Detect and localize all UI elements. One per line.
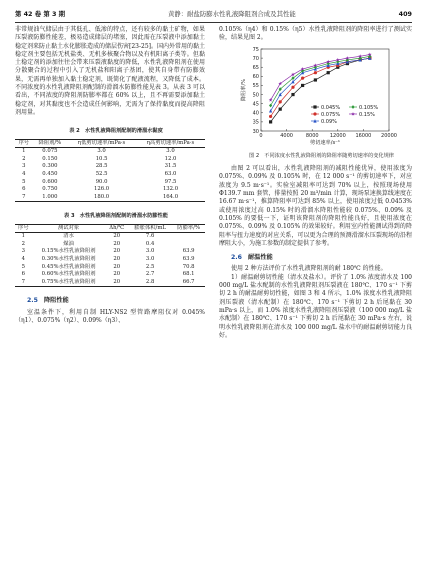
table2-cell: 97.5: [164, 178, 177, 185]
table3-header: 序号: [18, 224, 29, 231]
x-tick-label: 20000: [381, 132, 397, 139]
table2-cell: 0.075: [42, 148, 58, 155]
data-point: [269, 114, 272, 117]
data-point: [313, 112, 316, 115]
x-tick-label: 8000: [305, 132, 319, 139]
table3-header: Δh/℃: [109, 224, 125, 231]
table2-cell: 0.600: [42, 178, 58, 185]
table2-row: [15, 194, 205, 202]
table3-cell: 4: [21, 255, 26, 262]
table3-cell: 7.6: [145, 233, 155, 240]
data-point: [351, 112, 355, 116]
paragraph-drag-reduction-intro: 室温条件下，利用自制 HLY-NS2 型管路摩阻仪对 0.045%（η1）、0.075%（η2）、0.09%（η3）、: [15, 308, 205, 324]
table3-cell: 清水: [63, 233, 74, 240]
table2-cell: 3.0: [166, 148, 175, 155]
y-tick-label: 60: [252, 73, 259, 80]
table2-cell: 164.0: [162, 193, 179, 200]
table2-cell: 0.750: [42, 186, 58, 193]
y-tick-label: 55: [252, 82, 259, 89]
data-point: [269, 98, 273, 102]
table3-cell: 2: [21, 240, 26, 247]
table3-cell: 煤油: [63, 240, 74, 247]
right-column: [219, 26, 412, 340]
table2-cell: 10.5: [95, 155, 108, 162]
data-point: [301, 76, 304, 79]
paragraph-figure-2-analysis: 由图 2 可以看出，水性乳液降阻剂的减阻性能优异，使用浓度为 0.075%、0.09% 及 0.105% 时，在 12 000 s⁻¹ 的剪切速率下，对应浓度为 9.5 m·s⁻¹。实验室减阻率可达到 70% 以上，按照现场使用 Φ139.7 mm 套管，排量按照 20 m³/min 计算，现场泵速换算线速度在 16.67 m·s⁻¹，推算降阻率可达到 85% 以上，使用浓度过低 0.0453% 或使用浓度过高 0.15% 时的滑溜水降阻性能较 0.075%、0.09% 及 0.105% 的要低一下，证明该降阻剂的降阻性能良好，且使用浓度在 0.075%、0.09% 及 0.105% 的效果较好。利用室内性能测试得到的降阻率与扭力速度的对应关系，可以更为合理的预测滑溜水压裂现场的沿程摩阻大小，为施工参数的制定提供了参考。: [219, 165, 412, 247]
drag-reduction-chart: [219, 43, 412, 153]
table2-cell: 4: [22, 170, 26, 177]
table3-cell: 20: [113, 240, 121, 247]
data-point: [269, 120, 272, 123]
x-tick-label: 0: [259, 132, 263, 139]
table3-cell: 63.9: [182, 255, 195, 262]
section-2-5-heading: [15, 297, 205, 305]
data-point: [314, 78, 317, 81]
table3-cell: 20: [113, 248, 121, 255]
table2-cell: 63.0: [164, 170, 177, 177]
section-number: 2.6: [231, 254, 242, 262]
data-point: [301, 83, 304, 86]
table2-cell: 180.0: [94, 193, 110, 200]
table3-cell: 3: [21, 248, 26, 255]
table3-cell: 20: [113, 255, 121, 262]
table2-row: [15, 163, 205, 171]
table2-cell: 1.000: [42, 193, 58, 200]
paragraph-continued: 0.105%（η4）和 0.15%（η5）水性乳液降阻剂的降阻率进行了测试实验，结果见图 2。: [219, 26, 412, 42]
legend-label: 0.105%: [359, 104, 379, 111]
table2-row: [15, 171, 205, 179]
table3-cell: 63.9: [182, 248, 195, 255]
legend-label: 0.15%: [359, 111, 375, 118]
section-title: 降阻性能: [43, 297, 69, 305]
y-axis-label: 降阻率/%: [241, 78, 247, 101]
table2-cell: 90.0: [95, 178, 108, 185]
table3: [15, 224, 205, 288]
table2-cell: 31.5: [164, 163, 177, 170]
figure-2-chart: [219, 43, 412, 153]
x-tick-label: 16000: [355, 132, 372, 139]
legend-label: 0.09%: [321, 118, 337, 125]
table3-cell: 6: [21, 271, 26, 278]
table3-row: [15, 233, 205, 241]
table3-cell: [172, 233, 205, 241]
table2-cell: 52.5: [95, 170, 108, 177]
series-line: [271, 56, 370, 105]
table3-row: [15, 248, 205, 256]
paragraph-temperature-intro: 使用 2 种方法评价了水性乳液降阻剂的耐 180℃ 的性能。: [231, 265, 387, 273]
y-tick-label: 75: [252, 46, 259, 53]
header-rule: [15, 22, 412, 23]
y-tick-label: 30: [252, 128, 259, 135]
table3-cell: 20: [113, 263, 121, 270]
table2-row: [15, 148, 205, 156]
table3-cell: 70.8: [182, 263, 195, 270]
data-point: [351, 105, 354, 109]
table3-cell: 0.45%水性乳液降阻剂: [41, 263, 96, 270]
table2-cell: 3: [22, 163, 26, 170]
table2-cell: 7: [22, 193, 26, 200]
table3-cell: 5: [21, 263, 26, 270]
table3-cell: 20: [113, 271, 121, 278]
table3-cell: [172, 241, 205, 249]
table3-cell: 20: [113, 278, 121, 285]
table3-header: 测试对象: [58, 224, 80, 231]
y-tick-label: 45: [252, 101, 259, 108]
table3-cell: 0.60%水性乳液降阻剂: [41, 271, 96, 278]
data-point: [314, 71, 317, 74]
table2-cell: 0.150: [42, 155, 58, 162]
x-tick-label: 4000: [280, 132, 293, 139]
table3-header: 防膨率/%: [177, 224, 200, 231]
table3-row: [15, 279, 205, 287]
table3-cell: 1: [21, 233, 26, 240]
table2-row: [15, 156, 205, 164]
table3-cell: 0.30%水性乳液降阻剂: [41, 255, 96, 262]
legend-label: 0.045%: [321, 104, 341, 111]
article-running-title: 黄静：耐盐防膨水性乳液降阻剂合成及其性能: [167, 10, 296, 18]
table2-cell: 126.0: [94, 186, 110, 193]
table3-row: [15, 271, 205, 279]
data-point: [313, 105, 316, 108]
figure-2-caption: 图 2 不同浓度水性乳液降阻剂的降阻率随剪切速率的变化规律: [248, 152, 394, 159]
data-point: [279, 107, 282, 110]
data-point: [278, 81, 282, 85]
table2: [15, 139, 205, 203]
data-point: [279, 100, 282, 103]
table3-cell: 0.75%水性乳液降阻剂: [41, 278, 96, 285]
section-title: 耐温性能: [247, 254, 273, 262]
table2-cell: 6: [22, 186, 26, 193]
table3-header-row: [15, 224, 205, 233]
data-point: [327, 71, 330, 74]
table2-header: η低剪切速率/mPa·s: [77, 139, 126, 146]
y-tick-label: 50: [252, 91, 259, 98]
table2-cell: 3.0: [97, 148, 106, 155]
table3-header: 膨胀体积/mL: [134, 224, 166, 231]
data-point: [291, 85, 294, 88]
table2-header: 降阻剂/%: [38, 139, 62, 146]
table3-row: [15, 256, 205, 264]
x-tick-label: 12000: [329, 132, 346, 139]
table3-cell: 0.15%水性乳液降阻剂: [41, 248, 96, 255]
table2-cell: 2: [22, 155, 26, 162]
volume-issue: 第 42 卷 第 3 期: [15, 10, 66, 18]
section-2-6-heading: [219, 254, 412, 262]
paragraph-temperature-shear: 1）耐温耐剪切性能（清水及盐水）。评价了 1.0% 浓度清水及 100 000 mg/L 盐水配制的水性乳液降阻剂压裂液在 180℃、170 s⁻¹ 下剪切 2 h 的耐温耐剪切性能，如图 3 和 4 所示，1.0% 浓度水性乳液降阻剂压裂液（清水配制）在 180℃、170 s⁻¹ 下剪切 2 h 后尾黏在 30 mPa·s 以上，而 1.0% 浓度水性乳液降阻剂压裂液（100 000 mg/L 盐水配制）在 180℃、170 s⁻¹ 下剪切 2 h 后尾黏在 30 mPa·s 左右，说明水性乳液降阻剂在清水及 100 000 mg/L 盐水中的耐温耐剪切能力良好。: [219, 273, 412, 339]
y-tick-label: 65: [252, 64, 259, 71]
table3-cell: 68.1: [182, 271, 195, 278]
running-header: [15, 10, 412, 20]
table2-row: [15, 179, 205, 187]
data-point: [291, 93, 294, 96]
x-axis-label: 剪切速率/s⁻¹: [309, 139, 341, 146]
y-tick-label: 70: [252, 55, 259, 62]
table3-cell: 3.0: [145, 255, 155, 262]
table2-cell: 5: [22, 178, 26, 185]
table2-header: 序号: [18, 139, 30, 146]
section-number: 2.5: [27, 297, 38, 305]
table2-cell: 0.300: [42, 163, 58, 170]
page-number: 409: [398, 10, 412, 18]
table2-row: [15, 186, 205, 194]
table2-cell: 132.0: [162, 186, 179, 193]
table2-cell: 28.5: [95, 163, 108, 170]
table3-cell: 2.8: [145, 278, 155, 285]
table3-cell: 7: [21, 278, 26, 285]
table2-cell: 1: [22, 148, 26, 155]
table3-cell: 3.0: [145, 248, 155, 255]
table2-cell: 0.450: [42, 170, 58, 177]
left-column: [15, 26, 205, 325]
legend-label: 0.075%: [321, 111, 341, 118]
table2-cell: 12.0: [164, 155, 177, 162]
table2-header-row: [15, 139, 205, 148]
y-tick-label: 35: [252, 119, 259, 126]
table3-caption: 表 3 水性乳液降阻剂配制的滑溜水防膨性能: [64, 213, 168, 220]
y-tick-label: 40: [252, 110, 259, 117]
table2-header: η高剪切速率/mPa·s: [146, 139, 195, 146]
table3-cell: 20: [113, 233, 121, 240]
table3-cell: 66.7: [182, 278, 195, 285]
table2-caption: 表 2 水性乳液降阻剂配制的滑溜水黏度: [69, 128, 163, 135]
paragraph-anti-swelling: 非常规油气储层由于其低孔、低渗的特点，还有较多的黏土矿物，如果压裂液防膨性能差，极易造成储层的堵塞，因此需在压裂液中添加黏土稳定剂来防止黏土水化膨胀造成的储层伤害[23-25]。国内外常用的黏土稳定剂主要包括无机盐类、无机多核聚合物以及有机阳离子类等。但黏土稳定剂的添加往往会带来压裂液黏度的降低，水性乳液降阻剂在使用分散聚合的过程中引入了无机盐和阳离子基团，使其自身带有防膨效果，无需再单独加入黏土稳定剂，既简化了配液流程，又降低了成本。不同浓度的水性乳液降阻剂配制的滑溜水防膨性能见表 3。从表 3 可以看出，不同浓度的降阻剂防膨率都在 60% 以上，且不再需要添加黏土稳定剂，对其黏度也不会造成任何影响，无需为了保持黏度而提高降阻剂用量。: [15, 26, 205, 116]
table3-cell: 0.4: [145, 240, 155, 247]
table3-cell: 2.5: [145, 263, 155, 270]
table3-cell: 2.7: [145, 271, 155, 278]
